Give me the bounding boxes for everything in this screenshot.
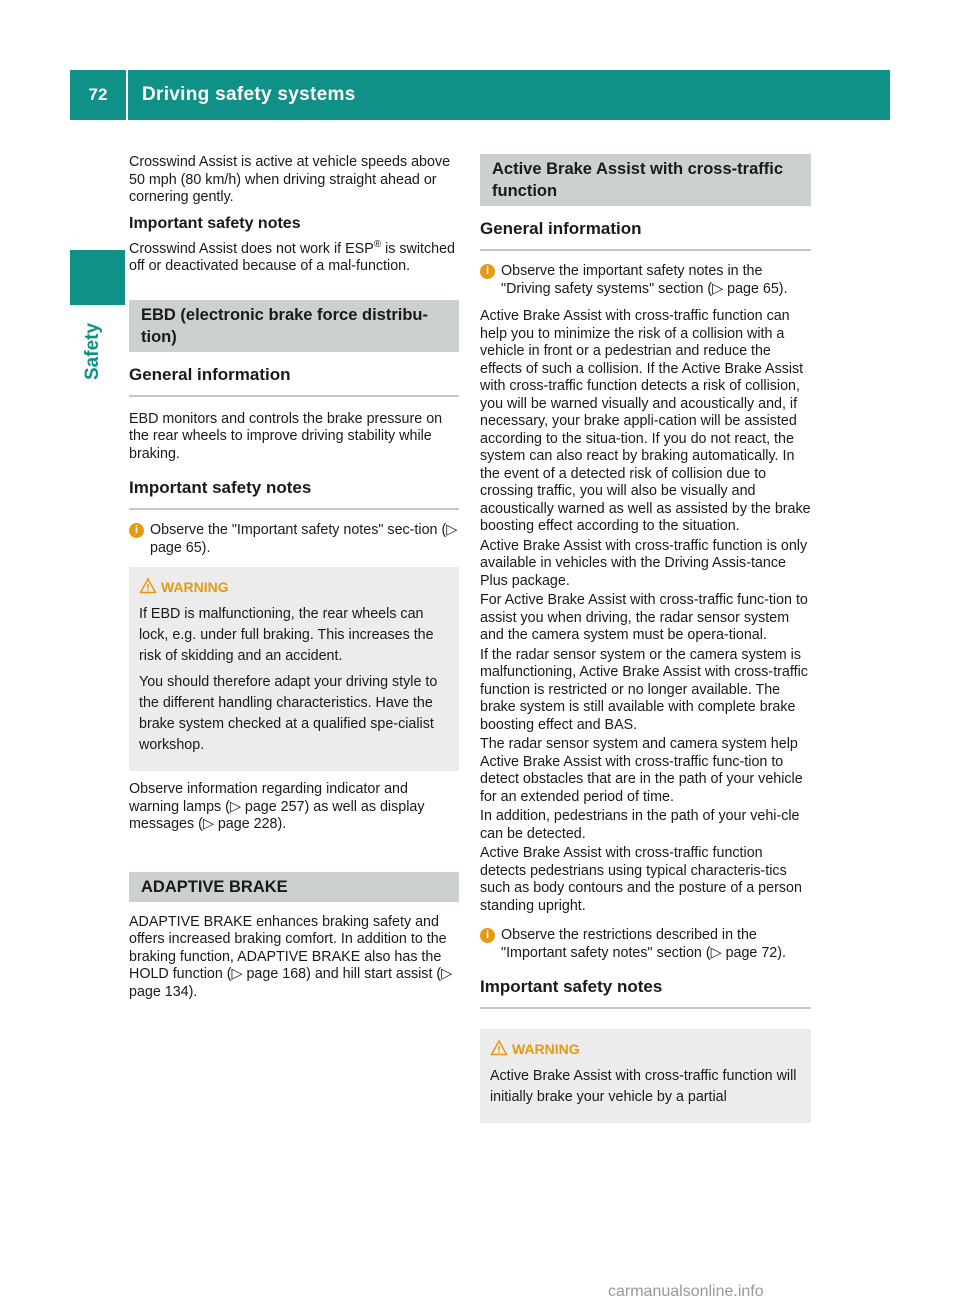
aba-box-title-line1: Active Brake Assist with cross-traffic	[492, 160, 783, 178]
aba-paragraph-5: The radar sensor system and camera system help Active Brake Assist with cross-traffic func-tion to detect obstacles that are in the path of your vehicle for an extended period of time.	[480, 736, 803, 805]
info-icon: i	[480, 928, 495, 943]
aba-info-note-1	[480, 263, 811, 298]
crosswind-safety-heading: Important safety notes	[129, 214, 301, 232]
aba-paragraph-7: Active Brake Assist with cross-traffic function detects pedestrians using typical characteris-tics such as body contours and the posture of a person standing upright.	[480, 845, 802, 914]
ebd-box-title-line1: EBD (electronic brake force distribu-	[141, 305, 428, 324]
adaptive-brake-box	[129, 872, 459, 902]
aba-warning-box	[480, 1029, 811, 1123]
ebd-info-note	[129, 522, 459, 557]
footer-watermark[interactable]: carmanualsonline.info	[608, 1283, 764, 1300]
aba-paragraph-1: Active Brake Assist with cross-traffic function can help you to minimize the risk of a collision with a vehicle in front or a pedestrian and reduce the effects of such a collision. If the Active Brake Assist with cross-traffic function detects a risk of collision, you will be warned visually and acoustically and, if necessary, your brake appli-cation will be assisted according to the situa-tion. If you do not react, the system can also react by braking automatically. In the event of a detected risk of collision due to crossing traffic, you will also be visually and acoustically warned as well as assisted by the brake boosting effect according to the situation.	[480, 308, 811, 534]
aba-general-heading: General information	[480, 218, 811, 251]
left-column	[129, 154, 459, 1003]
warning-title	[490, 1039, 801, 1060]
sidebar-tab-marker	[70, 250, 125, 305]
ebd-general-text: EBD monitors and controls the brake pressure on the rear wheels to improve driving stability while braking.	[129, 410, 443, 462]
adaptive-brake-text: ADAPTIVE BRAKE enhances braking safety and offers increased braking comfort. In addition to the braking function, ADAPTIVE BRAKE also has the HOLD function (▷ page 168) and hill start assist (▷ page 134).	[129, 913, 453, 1000]
aba-paragraph-3: For Active Brake Assist with cross-traffic func-tion to assist you when driving, the radar sensor system and the camera system must be opera-tional.	[480, 592, 808, 643]
info-icon: i	[480, 264, 495, 279]
ebd-box-title-line2: tion)	[141, 327, 177, 346]
ebd-after-text: Observe information regarding indicator and warning lamps (▷ page 257) as well as display messages (▷ page 228).	[129, 781, 425, 833]
info-icon: i	[129, 523, 144, 538]
sidebar-section-label: Safety	[82, 322, 103, 380]
ebd-note-text: Observe the "Important safety notes" sec-tion (▷ page 65).	[150, 522, 458, 556]
right-column	[480, 154, 811, 1133]
aba-note2-text: Observe the restrictions described in the "Important safety notes" section (▷ page 72).	[501, 927, 786, 961]
aba-paragraph-2: Active Brake Assist with cross-traffic function is only available in vehicles with the Driving Assis-tance Plus package.	[480, 537, 808, 589]
aba-warning-text-1: Active Brake Assist with cross-traffic function will initially brake your vehicle by a partial	[490, 1068, 797, 1105]
ebd-warning-box	[129, 567, 459, 771]
warning-text-2: You should therefore adapt your driving style to the different handling characteristics. Have the brake system checked at a qualified spe-cialist workshop.	[139, 674, 438, 754]
aba-note1-text: Observe the important safety notes in the "Driving safety systems" section (▷ page 65).	[501, 263, 788, 297]
crosswind-safety-text-b: is switched off or deactivated because of a mal-function.	[129, 240, 456, 275]
header-divider	[126, 70, 128, 120]
crosswind-safety-text-a: Crosswind Assist does not work if ESP	[129, 240, 374, 257]
warning-title	[139, 577, 449, 598]
warning-label: WARNING	[161, 579, 229, 596]
adaptive-brake-title: ADAPTIVE BRAKE	[141, 877, 288, 896]
registered-mark: ®	[373, 239, 382, 250]
warning-label: WARNING	[512, 1041, 580, 1057]
warning-text-1: If EBD is malfunctioning, the rear wheels can lock, e.g. under full braking. This increases the risk of skidding and an accident.	[139, 606, 434, 665]
aba-box-title-line2: function	[492, 182, 558, 200]
crosswind-intro: Crosswind Assist is active at vehicle speeds above 50 mph (80 km/h) when driving straight ahead or cornering gently.	[129, 154, 451, 205]
crosswind-safety-text	[129, 236, 459, 276]
aba-safety-heading: Important safety notes	[480, 976, 811, 1009]
aba-paragraph-6: In addition, pedestrians in the path of your vehi-cle can be detected.	[480, 808, 800, 842]
page-number: 72	[88, 85, 108, 104]
page-header	[70, 70, 890, 120]
aba-section-box	[480, 154, 811, 206]
chapter-title: Driving safety systems	[142, 84, 356, 105]
ebd-section-box	[129, 300, 459, 352]
aba-info-note-2	[480, 927, 811, 962]
warning-triangle-icon	[490, 1039, 508, 1057]
ebd-safety-heading: Important safety notes	[129, 477, 459, 510]
ebd-general-heading: General information	[129, 364, 459, 397]
aba-paragraph-4: If the radar sensor system or the camera system is malfunctioning, Active Brake Assist with cross-traffic function is restricted or no longer available. The brake system is still available with complete brake boosting effect and BAS.	[480, 646, 808, 733]
warning-triangle-icon	[139, 577, 157, 595]
